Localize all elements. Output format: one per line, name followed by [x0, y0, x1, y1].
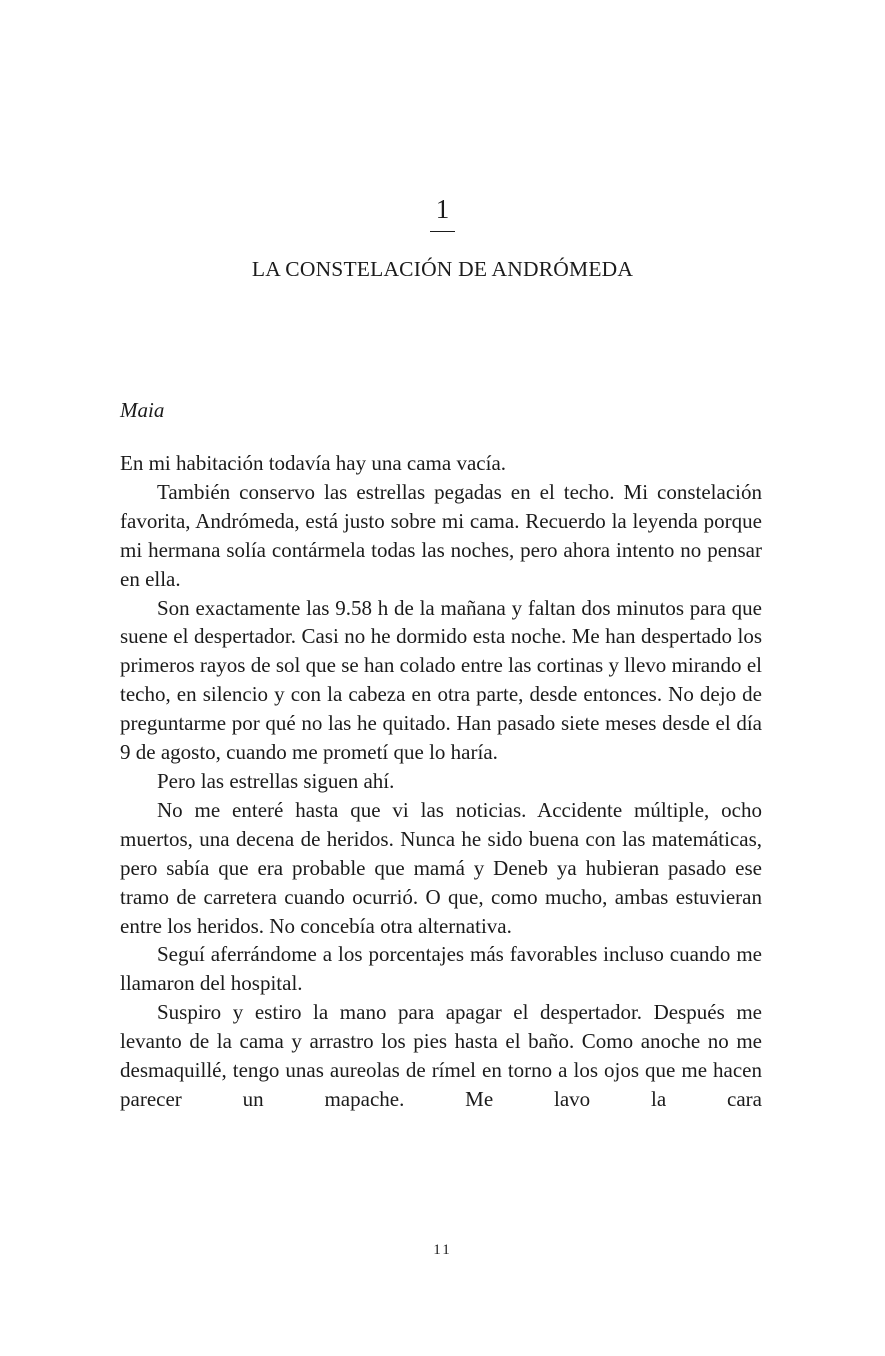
body-text — [120, 449, 762, 1114]
page-number: 11 — [433, 1242, 452, 1258]
paragraph: En mi habitación todavía hay una cama vacía. — [120, 451, 507, 475]
chapter-number: 1 — [435, 194, 450, 224]
narrator-heading: Maia — [120, 398, 165, 422]
chapter-title: LA CONSTELACIÓN DE ANDRÓMEDA — [251, 257, 634, 281]
paragraph: Suspiro y estiro la mano para apagar el despertador. Después me levanto de la cama y arrastro los pies hasta el baño. Como anoche no me desmaquillé, tengo unas aureolas de rímel en torno a los ojos que me hacen parecer un mapache. Me lavo la cara — [120, 1000, 762, 1111]
paragraph: Seguí aferrándome a los porcentajes más favorables incluso cuando me llamaron del hospital. — [120, 942, 762, 996]
chapter-rule — [430, 231, 455, 232]
paragraph: Son exactamente las 9.58 h de la mañana y faltan dos minutos para que suene el despertador. Casi no he dormido esta noche. Me han despertado los primeros rayos de sol que se han colado entre las cortinas y llevo mirando el techo, en silencio y con la cabeza en otra parte, desde entonces. No dejo de preguntarme por qué no las he quitado. Han pasado siete meses desde el día 9 de agosto, cuando me prometí que lo haría. — [120, 595, 762, 765]
paragraph: También conservo las estrellas pegadas en el techo. Mi constelación favorita, Andrómeda, está justo sobre mi cama. Recuerdo la leyenda porque mi hermana solía contármela todas las noches, pero ahora intento no pensar en ella. — [120, 479, 762, 591]
paragraph: No me enteré hasta que vi las noticias. Accidente múltiple, ocho muertos, una decena de heridos. Nunca he sido buena con las matemáticas, pero sabía que era probable que mamá y Deneb ya hubieran pasado ese tramo de carretera cuando ocurrió. O que, como mucho, ambas estuvieran entre los heridos. No concebía otra alternativa. — [120, 797, 762, 938]
paragraph: Pero las estrellas siguen ahí. — [157, 768, 395, 793]
